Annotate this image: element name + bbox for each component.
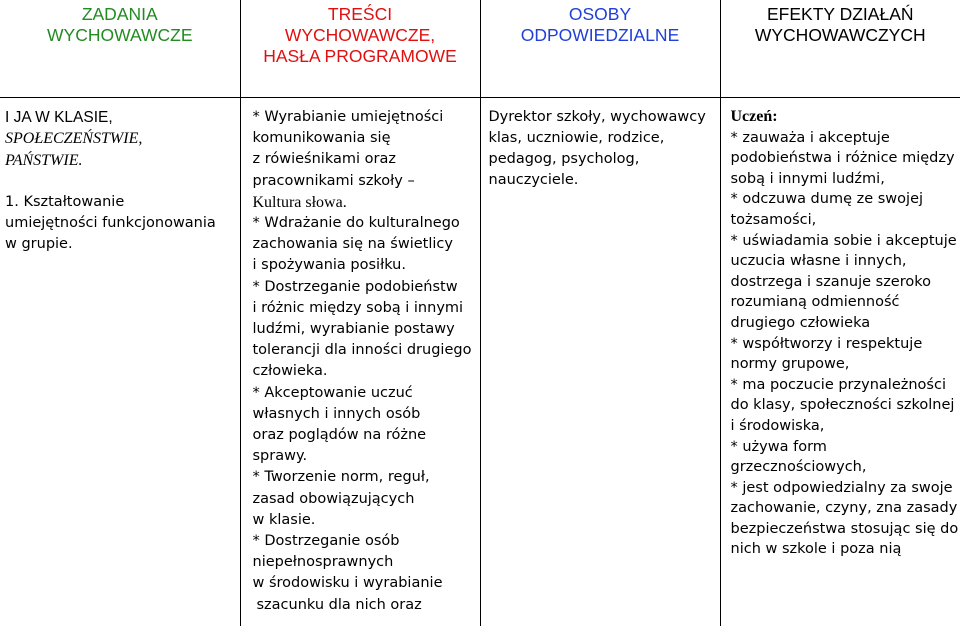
content-line: komunikowania się <box>245 128 476 149</box>
content-line: ludźmi, wyrabianie postawy <box>245 319 476 340</box>
content-line: człowieka. <box>245 361 476 382</box>
objective-line: w grupie. <box>5 234 236 255</box>
content-line: * Akceptowanie uczuć <box>245 383 476 404</box>
task-title-italic: PAŃSTWIE. <box>5 150 236 171</box>
effects-line: * współtworzy i respektuje <box>725 334 957 355</box>
effects-line: * używa form <box>725 437 957 458</box>
header-contents-line: WYCHOWAWCZE, <box>241 25 480 46</box>
content-row <box>0 98 960 626</box>
effects-line: nich w szkole i poza nią <box>725 539 957 560</box>
content-line: * Dostrzeganie podobieństw <box>245 277 476 298</box>
content-line: niepełnosprawnych <box>245 552 476 573</box>
effects-line: uczucia własne i innych, <box>725 251 957 272</box>
header-responsible-line: OSOBY <box>481 4 720 25</box>
content-line: sprawy. <box>245 446 476 467</box>
content-line: pracownikami szkoły – <box>245 171 476 192</box>
separator-cell <box>720 74 960 98</box>
header-tasks-line: ZADANIA <box>0 4 240 25</box>
responsible-line: nauczyciele. <box>485 170 716 191</box>
separator-cell <box>240 74 480 98</box>
content-line: * Wyrabianie umiejętności <box>245 107 476 128</box>
header-contents-line: HASŁA PROGRAMOWE <box>241 46 480 67</box>
task-cell <box>0 98 240 626</box>
content-line: * Wdrażanie do kulturalnego <box>245 213 476 234</box>
header-responsible-line: ODPOWIEDZIALNE <box>481 25 720 46</box>
content-line: Kultura słowa. <box>245 192 476 213</box>
content-line: i różnic między sobą i innymi <box>245 298 476 319</box>
responsible-line: klas, uczniowie, rodzice, <box>485 128 716 149</box>
effects-line: podobieństwa i różnice między <box>725 148 957 169</box>
content-line: w klasie. <box>245 510 476 531</box>
effects-line: tożsamości, <box>725 210 957 231</box>
separator-row <box>0 74 960 98</box>
effects-line: do klasy, społeczności szkolnej <box>725 395 957 416</box>
header-effects-line: EFEKTY DZIAŁAŃ <box>721 4 960 25</box>
header-tasks <box>0 0 240 74</box>
header-row <box>0 0 960 74</box>
effects-line: dostrzega i szanuje szeroko <box>725 272 957 293</box>
content-line: oraz poglądów na różne <box>245 425 476 446</box>
spacer <box>5 171 236 192</box>
effects-line: * uświadamia sobie i akceptuje <box>725 231 957 252</box>
effects-line: grzecznościowych, <box>725 457 957 478</box>
content-line: własnych i innych osób <box>245 404 476 425</box>
content-line: * Dostrzeganie osób <box>245 531 476 552</box>
objective-line: 1. Kształtowanie <box>5 192 236 213</box>
separator-cell <box>0 74 240 98</box>
effects-line: rozumianą odmienność <box>725 292 957 313</box>
header-contents-line: TREŚCI <box>241 4 480 25</box>
effects-line: * ma poczucie przynależności <box>725 375 957 396</box>
task-title-italic: SPOŁECZEŃSTWIE, <box>5 128 236 149</box>
effects-line: zachowanie, czyny, zna zasady <box>725 498 957 519</box>
content-line: * Tworzenie norm, reguł, <box>245 467 476 488</box>
header-contents <box>240 0 480 74</box>
content-line: tolerancji dla inności drugiego <box>245 340 476 361</box>
content-line: zasad obowiązujących <box>245 489 476 510</box>
effects-line: normy grupowe, <box>725 354 957 375</box>
effects-cell <box>720 98 960 626</box>
effects-line: * jest odpowiedzialny za swoje <box>725 478 957 499</box>
content-line: zachowania się na świetlicy <box>245 234 476 255</box>
responsible-line: pedagog, psycholog, <box>485 149 716 170</box>
content-line: i spożywania posiłku. <box>245 255 476 276</box>
effects-line: * zauważa i akceptuje <box>725 128 957 149</box>
content-line: w środowisku i wyrabianie <box>245 573 476 594</box>
header-effects <box>720 0 960 74</box>
effects-line: bezpieczeństwa stosując się do <box>725 519 957 540</box>
responsible-cell <box>480 98 720 626</box>
effects-title: Uczeń: <box>725 107 957 128</box>
responsible-line: Dyrektor szkoły, wychowawcy <box>485 107 716 128</box>
content-line: szacunku dla nich oraz <box>245 595 476 616</box>
header-effects-line: WYCHOWAWCZYCH <box>721 25 960 46</box>
content-cell <box>240 98 480 626</box>
separator-cell <box>480 74 720 98</box>
content-line: z rówieśnikami oraz <box>245 149 476 170</box>
effects-line: sobą i innymi ludźmi, <box>725 169 957 190</box>
objective-line: umiejętności funkcjonowania <box>5 213 236 234</box>
effects-line: drugiego człowieka <box>725 313 957 334</box>
task-title: I JA W KLASIE, <box>5 107 236 128</box>
effects-line: i środowiska, <box>725 416 957 437</box>
effects-line: * odczuwa dumę ze swojej <box>725 189 957 210</box>
header-responsible <box>480 0 720 74</box>
header-tasks-line: WYCHOWAWCZE <box>0 25 240 46</box>
